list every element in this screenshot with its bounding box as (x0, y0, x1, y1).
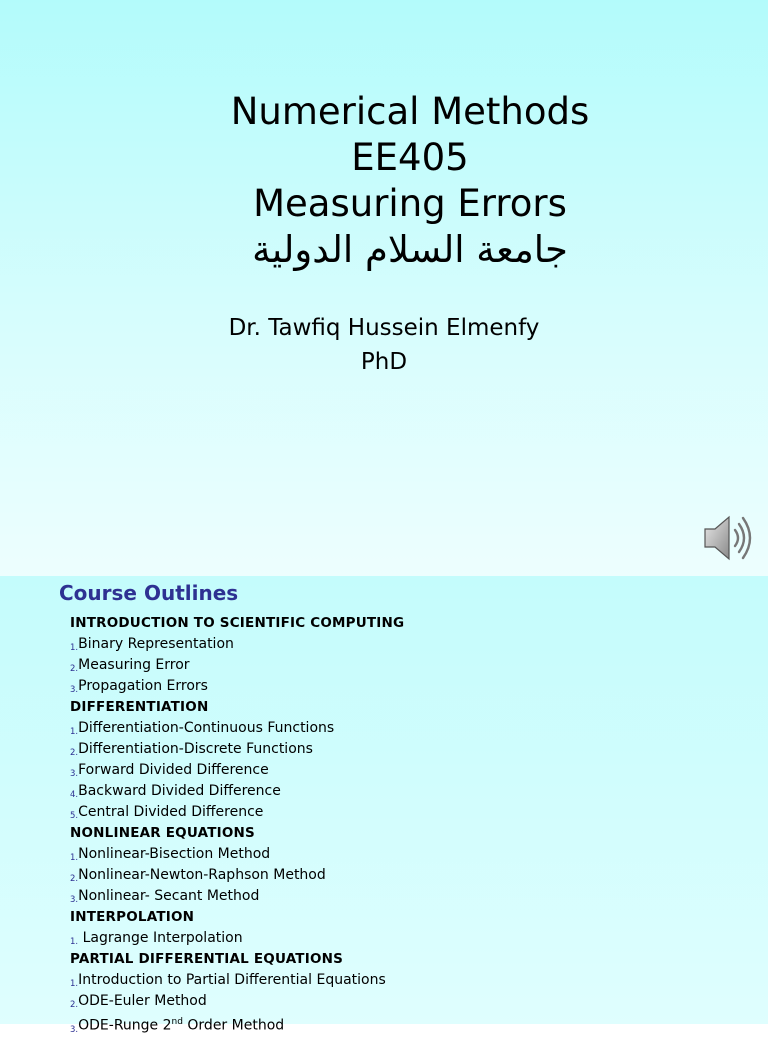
outline-item-label: Nonlinear- Secant Method (78, 888, 260, 904)
outline-item-label: Central Divided Difference (78, 804, 264, 820)
outline-item (70, 718, 750, 739)
outline-item-number: 2. (70, 874, 79, 884)
outline-item-label: ODE-Euler Method (78, 993, 207, 1009)
outline-item-number: 4. (70, 790, 79, 800)
outline-item-label: Propagation Errors (78, 678, 208, 694)
outline-section-title: DIFFERENTIATION (70, 699, 209, 715)
outline-item (70, 781, 750, 802)
outline-section-title: INTERPOLATION (70, 909, 195, 925)
course-title: Numerical Methods (230, 90, 590, 133)
outline-item (70, 655, 750, 676)
outline-item-number: 3. (70, 895, 79, 905)
outline-item-label: Backward Divided Difference (78, 783, 281, 799)
outline-item (70, 991, 750, 1012)
outline-item-label: Measuring Error (78, 657, 190, 673)
outline-item-number: 5. (70, 811, 79, 821)
outline-item (70, 802, 750, 823)
outline-item-number: 1. (70, 979, 79, 989)
outline-item (70, 676, 750, 697)
outline-item-label: Lagrange Interpolation (78, 930, 243, 946)
outline-item (70, 970, 750, 991)
outline-item-number: 3. (70, 769, 79, 779)
outline-item-label: Differentiation-Continuous Functions (78, 720, 335, 736)
course-code: EE405 (351, 136, 469, 179)
outline-item (70, 844, 750, 865)
outline-item-label: Nonlinear-Bisection Method (78, 846, 271, 862)
speaker-icon[interactable] (702, 510, 758, 566)
outline-item-number: 1. (70, 727, 79, 737)
lecture-title: Measuring Errors (253, 182, 567, 225)
outline-item-label: Differentiation-Discrete Functions (78, 741, 313, 757)
outline-item (70, 865, 750, 886)
outline-item-label: Introduction to Partial Differential Equations (78, 972, 386, 988)
outline-item (70, 886, 750, 907)
outline-heading: Course Outlines (59, 581, 239, 605)
outline-section-title: NONLINEAR EQUATIONS (70, 825, 255, 841)
outline-item-number: 2. (70, 748, 79, 758)
outline-item-number: 1. (70, 853, 79, 863)
author-name: Dr. Tawfiq Hussein Elmenfy (228, 315, 540, 341)
outline-item-label: ODE-Runge 2 (78, 1017, 172, 1034)
outline-item-label: Binary Representation (78, 636, 234, 652)
course-outline-list (70, 613, 750, 1033)
outline-item-label: Forward Divided Difference (78, 762, 269, 778)
author-degree: PhD (360, 349, 408, 375)
outline-item (70, 928, 750, 949)
outline-item-number: 1. (70, 643, 79, 653)
university-name: جامعة السلام الدولية (252, 228, 568, 271)
outline-item-number: 2. (70, 1000, 79, 1010)
outline-item-number: 1. (70, 937, 79, 947)
outline-item (70, 760, 750, 781)
outline-section-title: PARTIAL DIFFERENTIAL EQUATIONS (70, 951, 344, 967)
outline-item (70, 634, 750, 655)
outline-item (70, 1012, 750, 1033)
outline-item-label-suffix: Order Method (182, 1017, 285, 1034)
outline-section-title: INTRODUCTION TO SCIENTIFIC COMPUTING (70, 615, 405, 631)
outline-item-number: 3. (70, 1024, 79, 1035)
outline-item-number: 2. (70, 664, 79, 674)
outline-item-number: 3. (70, 685, 79, 695)
outline-item-superscript: nd (171, 1017, 183, 1027)
outline-item-label: Nonlinear-Newton-Raphson Method (78, 867, 326, 883)
outline-item (70, 739, 750, 760)
